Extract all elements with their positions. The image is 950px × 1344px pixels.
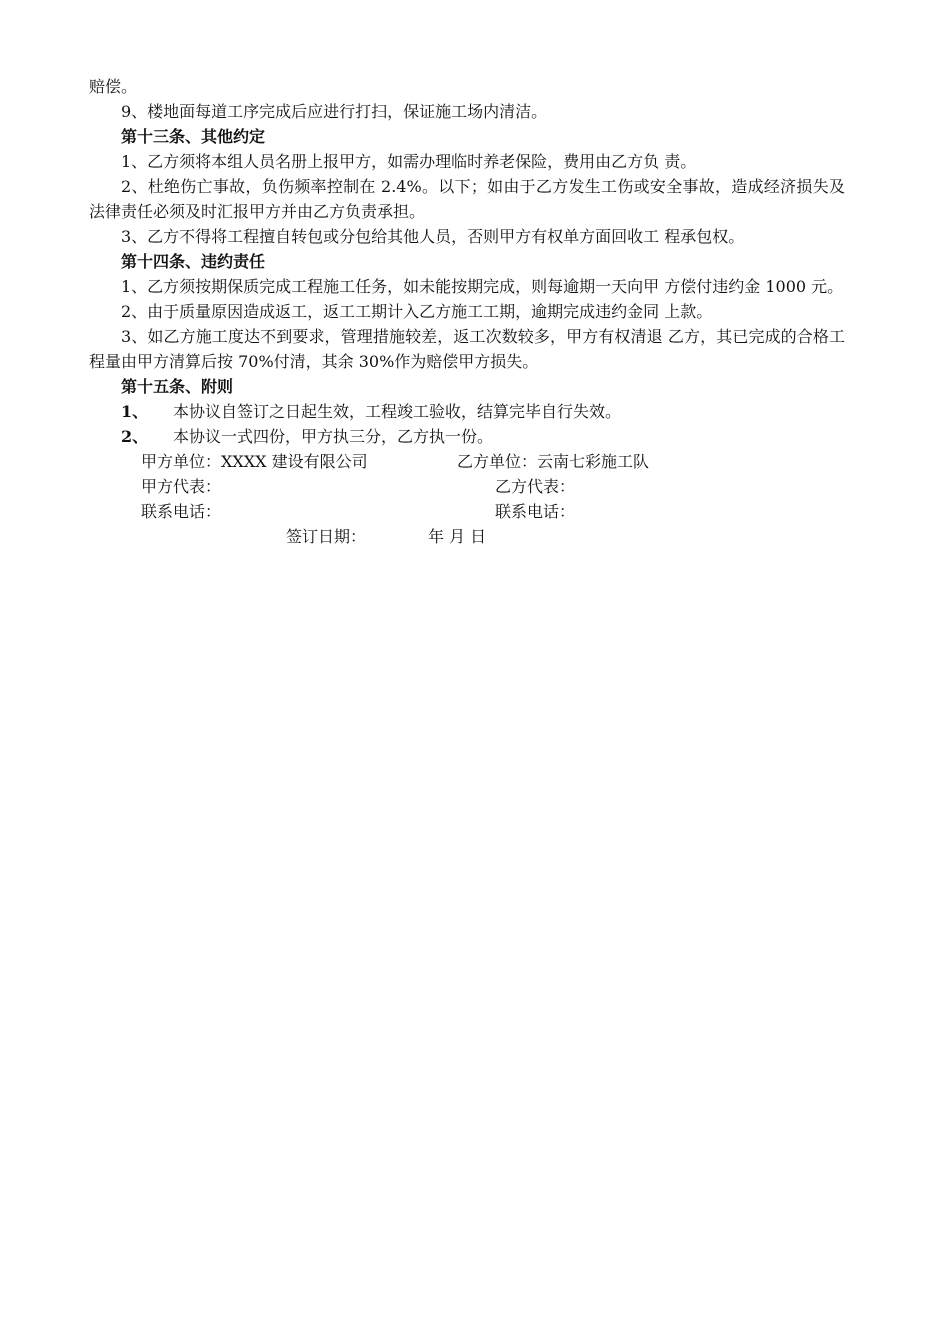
section-13-item-2: 2、杜绝伤亡事故，负伤频率控制在 2.4%。以下；如由于乙方发生工伤或安全事故，造成经济损失及法律责任必须及时汇报甲方并由乙方负责承担。	[89, 177, 845, 221]
sign-date-label: 签订日期：	[286, 527, 367, 546]
section-13-item-1: 1、乙方须将本组人员名册上报甲方，如需办理临时养老保险，费用由乙方负 责。	[121, 152, 697, 171]
document-body	[89, 74, 845, 549]
section-14-title: 第十四条、违约责任	[121, 252, 266, 271]
party-a-rep: 甲方代表：	[141, 477, 222, 496]
signature-rep-row	[89, 474, 845, 499]
section-13-title: 第十三条、其他约定	[121, 127, 266, 146]
party-a-unit: 甲方单位：XXXX 建设有限公司	[141, 452, 368, 471]
item-number: 1、	[121, 402, 149, 421]
section-14-item-2: 2、由于质量原因造成返工，返工工期计入乙方施工工期，逾期完成违约金同 上款。	[121, 302, 713, 321]
section-15-item-1	[89, 399, 845, 424]
paragraph-fragment: 赔偿。	[89, 77, 138, 96]
party-b-unit: 乙方单位：云南七彩施工队	[457, 452, 650, 471]
sign-date-row	[89, 524, 845, 549]
item-number: 2、	[121, 427, 149, 446]
sign-date-value: 年 月 日	[428, 527, 487, 546]
item-text: 本协议一式四份，甲方执三分，乙方执一份。	[173, 427, 494, 446]
section-14-item-3: 3、如乙方施工度达不到要求，管理措施较差，返工次数较多，甲方有权清退 乙方，其已完成的合格工程量由甲方清算后按 70%付清，其余 30%作为赔偿甲方损失。	[89, 327, 845, 371]
signature-unit-row	[89, 449, 845, 474]
section-14-item-1: 1、乙方须按期保质完成工程施工任务，如未能按期完成，则每逾期一天向甲 方偿付违约金 1000 元。	[121, 277, 844, 296]
section-15-item-2	[89, 424, 845, 449]
section-13-item-3: 3、乙方不得将工程擅自转包或分包给其他人员，否则甲方有权单方面回收工 程承包权。	[121, 227, 745, 246]
section-15-title: 第十五条、附则	[121, 377, 234, 396]
paragraph-item-9: 9、楼地面每道工序完成后应进行打扫，保证施工场内清洁。	[121, 102, 548, 121]
item-text: 本协议自签订之日起生效，工程竣工验收，结算完毕自行失效。	[173, 402, 622, 421]
signature-phone-row	[89, 499, 845, 524]
party-b-phone: 联系电话：	[495, 502, 576, 521]
party-b-rep: 乙方代表：	[495, 477, 576, 496]
party-a-phone: 联系电话：	[141, 502, 222, 521]
